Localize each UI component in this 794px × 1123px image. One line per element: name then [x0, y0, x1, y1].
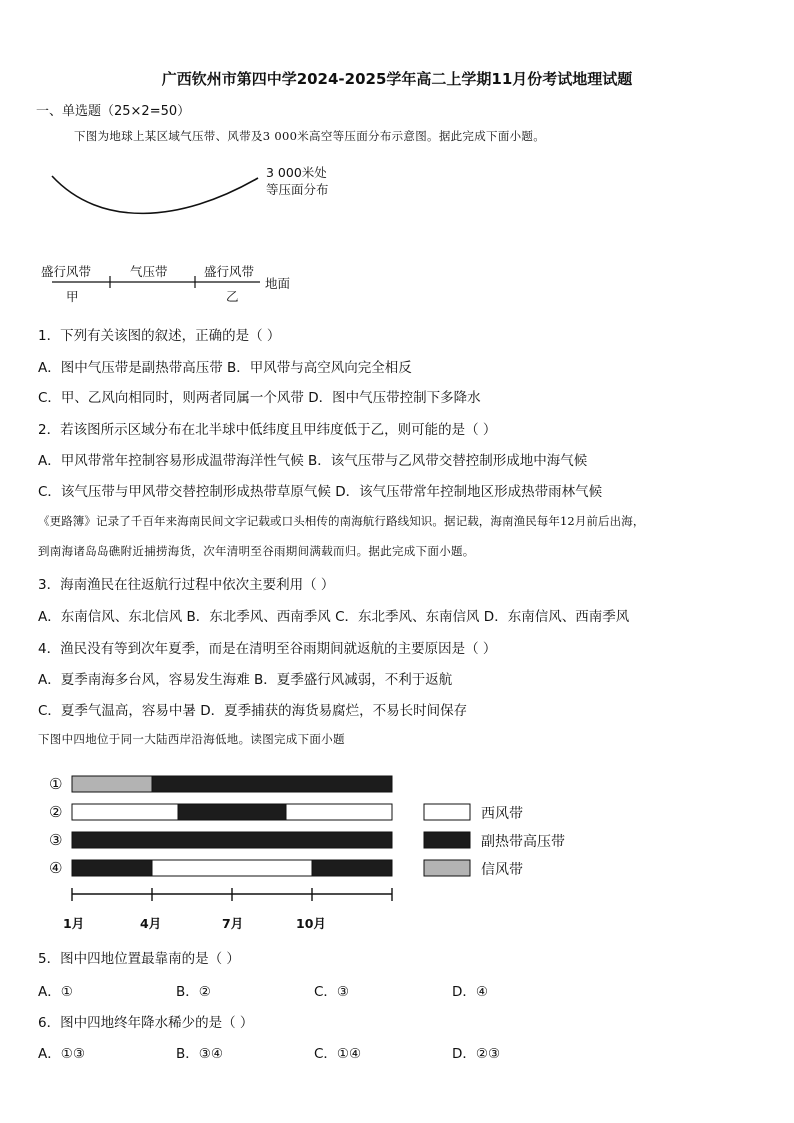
- question-6-option-d: D．②③: [452, 1046, 501, 1062]
- intro-paragraph-3: 下图中四地位于同一大陆西岸沿海低地。读图完成下面小题: [38, 732, 345, 746]
- row-2-segment-westerly-a: [72, 804, 178, 820]
- band-label-left: 盛行风带: [41, 264, 92, 279]
- intro-paragraph-2-line-2: 到南海诸岛岛礁附近捕捞海货，次年清明至谷雨期间满载而归。据此完成下面小题。: [38, 544, 475, 558]
- row-3: [72, 832, 392, 848]
- curve-label-2: 等压面分布: [266, 182, 329, 197]
- row-2: [72, 804, 392, 820]
- legend-label-trade: 信风带: [481, 862, 523, 878]
- mark-jia: 甲: [66, 289, 79, 304]
- question-4-options-cd: C．夏季气温高，容易中暑 D．夏季捕获的海货易腐烂，不易长时间保存: [38, 703, 468, 719]
- question-2-options-ab: A．甲风带常年控制容易形成温带海洋性气候 B．该气压带与乙风带交替控制形成地中海气候: [38, 453, 588, 469]
- isobaric-curve: [52, 176, 258, 213]
- month-label-apr: 4月: [140, 916, 162, 931]
- intro-paragraph-2-line-1: 《更路簿》记录了千百年来海南民间文字记载或口头相传的南海航行路线知识。据记载，海南渔民每年12月前后出海，: [38, 514, 645, 528]
- question-1-options-cd: C．甲、乙风向相同时，则两者同属一个风带 D．图中气压带控制下多降水: [38, 390, 481, 406]
- question-4-options-ab: A．夏季南海多台风，容易发生海难 B．夏季盛行风减弱，不利于返航: [38, 672, 453, 688]
- row-1-segment-trade: [72, 776, 152, 792]
- row-label-1: ①: [49, 775, 63, 793]
- row-1: [72, 776, 392, 792]
- legend-label-westerly: 西风带: [481, 806, 523, 822]
- question-5-option-d: D．④: [452, 984, 488, 1000]
- section-heading: 一、单选题（25×2=50）: [36, 104, 191, 119]
- question-6-option-c: C．①④: [314, 1046, 362, 1062]
- question-3: 3．海南渔民在往返航行过程中依次主要利用（ ）: [38, 577, 335, 593]
- legend-swatch-trade: [424, 860, 470, 876]
- question-4: 4．渔民没有等到次年夏季，而是在清明至谷雨期间就返航的主要原因是（ ）: [38, 641, 497, 657]
- row-label-4: ④: [49, 859, 63, 877]
- month-label-oct: 10月: [296, 916, 326, 931]
- question-1-options-ab: A．图中气压带是副热带高压带 B．甲风带与高空风向完全相反: [38, 360, 412, 376]
- row-label-2: ②: [49, 803, 63, 821]
- row-3-segment-high: [72, 832, 392, 848]
- row-4-segment-high-b: [312, 860, 392, 876]
- band-label-right: 盛行风带: [204, 264, 255, 279]
- question-3-options: A．东南信风、东北信风 B．东北季风、西南季风 C．东北季风、东南信风 D．东南信风、西南季风: [38, 609, 630, 625]
- question-5: 5．图中四地位置最靠南的是（ ）: [38, 951, 240, 967]
- question-2-options-cd: C．该气压带与甲风带交替控制形成热带草原气候 D．该气压带常年控制地区形成热带雨林气候: [38, 484, 603, 500]
- question-6-option-a: A．①③: [38, 1046, 85, 1062]
- row-2-segment-high: [178, 804, 286, 820]
- legend-swatch-westerly: [424, 804, 470, 820]
- intro-paragraph-1: 下图为地球上某区域气压带、风带及3 000米高空等压面分布示意图。据此完成下面小题。: [74, 129, 546, 143]
- row-2-segment-westerly-b: [286, 804, 392, 820]
- question-5-option-b: B．②: [176, 984, 211, 1000]
- question-5-option-c: C．③: [314, 984, 350, 1000]
- question-6-option-b: B．③④: [176, 1046, 223, 1062]
- question-6: 6．图中四地终年降水稀少的是（ ）: [38, 1015, 254, 1031]
- band-label-mid: 气压带: [130, 264, 168, 279]
- ground-label: 地面: [265, 276, 291, 291]
- question-1: 1．下列有关该图的叙述，正确的是（ ）: [38, 328, 281, 344]
- row-4-segment-westerly: [152, 860, 312, 876]
- legend-label-high: 副热带高压带: [481, 834, 565, 850]
- question-2: 2．若该图所示区域分布在北半球中低纬度且甲纬度低于乙，则可能的是（ ）: [38, 422, 497, 438]
- row-4: [72, 860, 392, 876]
- question-5-option-a: A．①: [38, 984, 73, 1000]
- month-label-jan: 1月: [63, 916, 85, 931]
- pressure-belt-chart: [40, 768, 600, 938]
- row-label-3: ③: [49, 831, 63, 849]
- page-title: 广西钦州市第四中学2024-2025学年高二上学期11月份考试地理试题: [161, 70, 633, 88]
- legend-swatch-high: [424, 832, 470, 848]
- curve-label-1: 3 000米处: [266, 165, 327, 180]
- row-1-segment-high: [152, 776, 392, 792]
- row-4-segment-high-a: [72, 860, 152, 876]
- mark-yi: 乙: [226, 289, 239, 304]
- month-label-jul: 7月: [222, 916, 244, 931]
